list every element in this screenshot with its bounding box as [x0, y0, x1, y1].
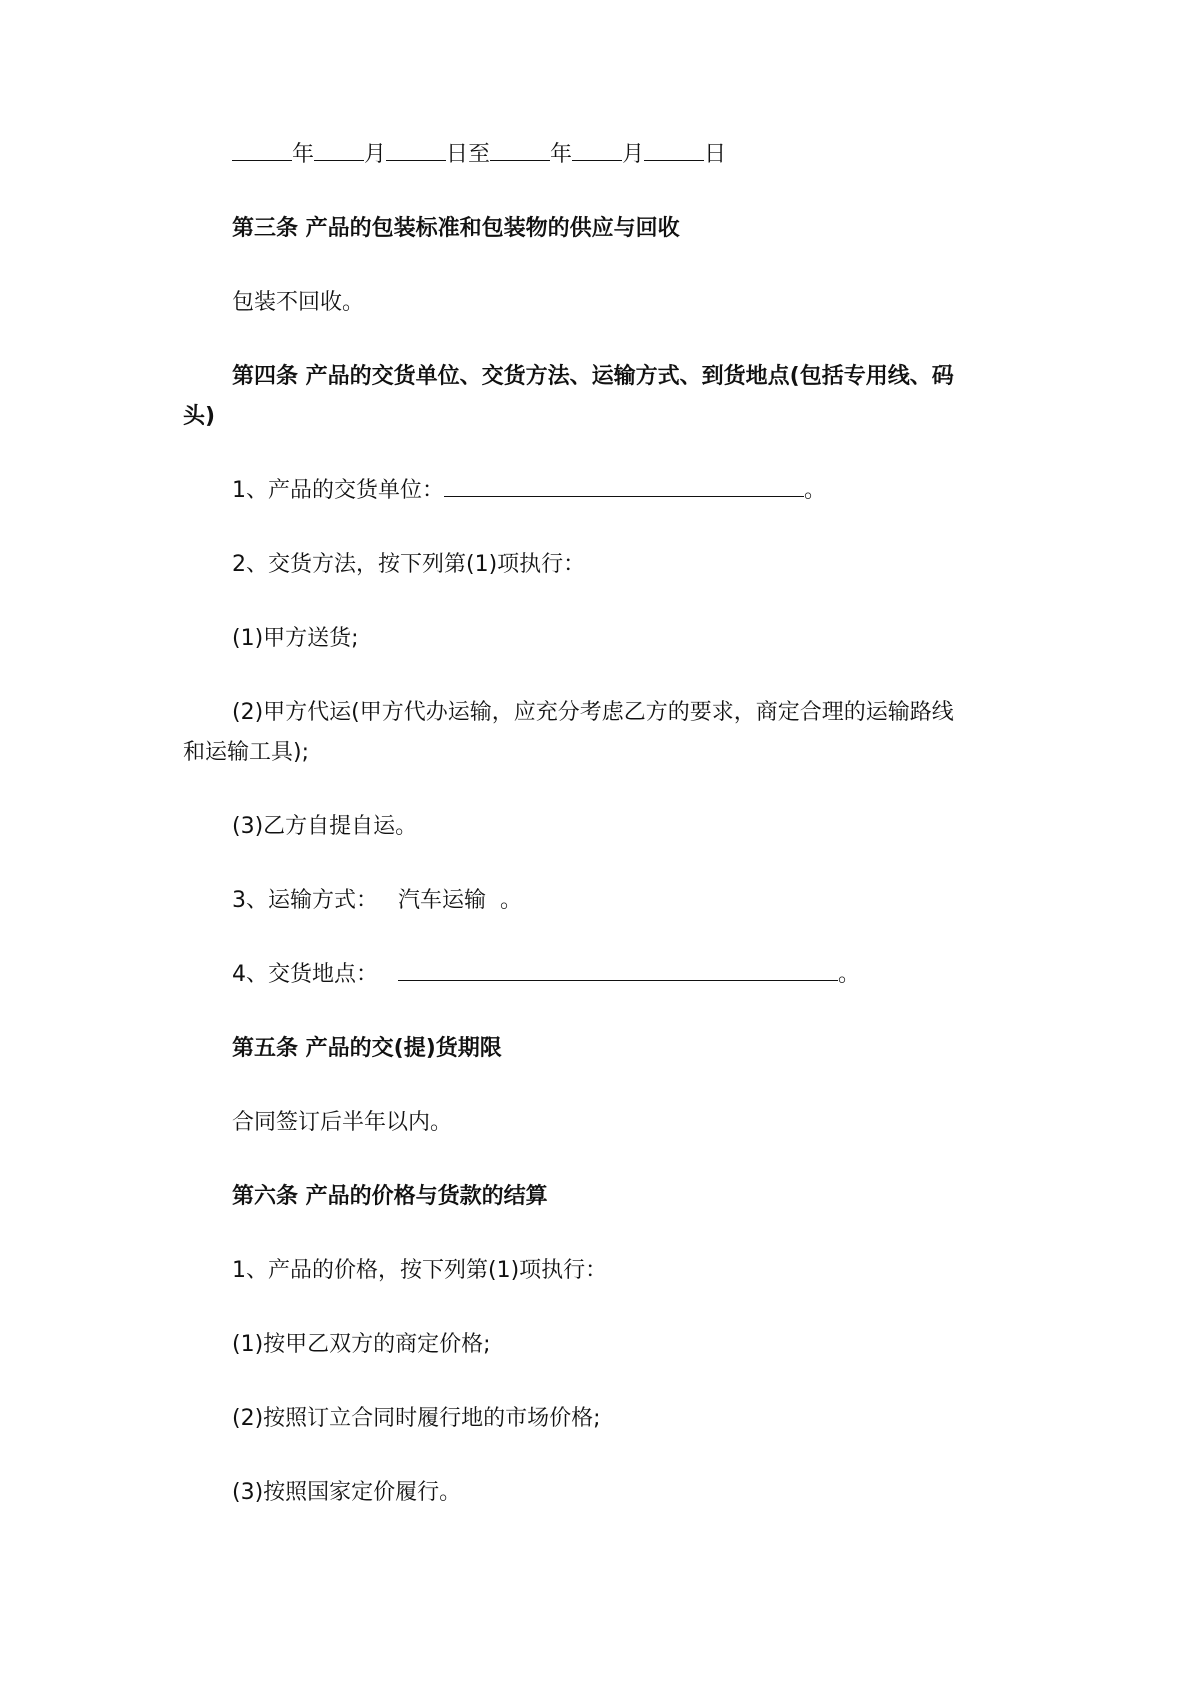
- article4-option2-line1: (2)甲方代运(甲方代办运输，应充分考虑乙方的要求，商定合理的运输路线: [232, 700, 954, 725]
- month-label-1: 月: [364, 142, 387, 167]
- article6-option3: (3)按照国家定价履行。: [232, 1480, 462, 1505]
- delivery-place-end: 。: [838, 962, 861, 987]
- article4-option2-line2: 和运输工具);: [183, 740, 309, 765]
- transport-mode-value: 汽车运输: [398, 888, 487, 913]
- article6-heading: 第六条 产品的价格与货款的结算: [232, 1184, 548, 1209]
- article3-body: 包装不回收。: [232, 290, 365, 315]
- day-blank-1: [386, 138, 446, 161]
- article4-item4: [232, 955, 860, 995]
- day-blank-2: [644, 138, 704, 161]
- article4-option1: (1)甲方送货;: [232, 626, 359, 651]
- month-blank-1: [314, 138, 364, 161]
- article4-item1: [232, 471, 826, 511]
- article4-heading-line2: 头): [183, 404, 216, 429]
- article6-item1: 1、产品的价格，按下列第(1)项执行：: [232, 1258, 608, 1283]
- delivery-place-label: 4、交货地点：: [232, 962, 378, 987]
- year-label-2: 年: [550, 142, 573, 167]
- month-label-2: 月: [622, 142, 645, 167]
- year-label-1: 年: [292, 142, 315, 167]
- month-blank-2: [572, 138, 622, 161]
- transport-mode-label: 3、运输方式：: [232, 888, 378, 913]
- delivery-unit-blank: [444, 474, 804, 497]
- article6-option2: (2)按照订立合同时履行地的市场价格;: [232, 1406, 601, 1431]
- article4-option3: (3)乙方自提自运。: [232, 814, 418, 839]
- article4-item3: [232, 881, 522, 921]
- article6-option1: (1)按甲乙双方的商定价格;: [232, 1332, 491, 1357]
- date-range-line: [232, 135, 726, 175]
- year-blank-1: [232, 138, 292, 161]
- delivery-unit-label: 1、产品的交货单位：: [232, 478, 444, 503]
- article4-item2: 2、交货方法，按下列第(1)项执行：: [232, 552, 586, 577]
- year-blank-2: [490, 138, 550, 161]
- delivery-place-blank: [398, 958, 838, 981]
- delivery-unit-end: 。: [804, 478, 827, 503]
- article4-heading-line1: 第四条 产品的交货单位、交货方法、运输方式、到货地点(包括专用线、码: [232, 364, 954, 389]
- transport-mode-end: 。: [500, 888, 523, 913]
- article3-heading: 第三条 产品的包装标准和包装物的供应与回收: [232, 216, 680, 241]
- day-to-label: 日至: [446, 142, 491, 167]
- article5-body: 合同签订后半年以内。: [232, 1110, 453, 1135]
- day-label-2: 日: [704, 142, 727, 167]
- article5-heading: 第五条 产品的交(提)货期限: [232, 1036, 502, 1061]
